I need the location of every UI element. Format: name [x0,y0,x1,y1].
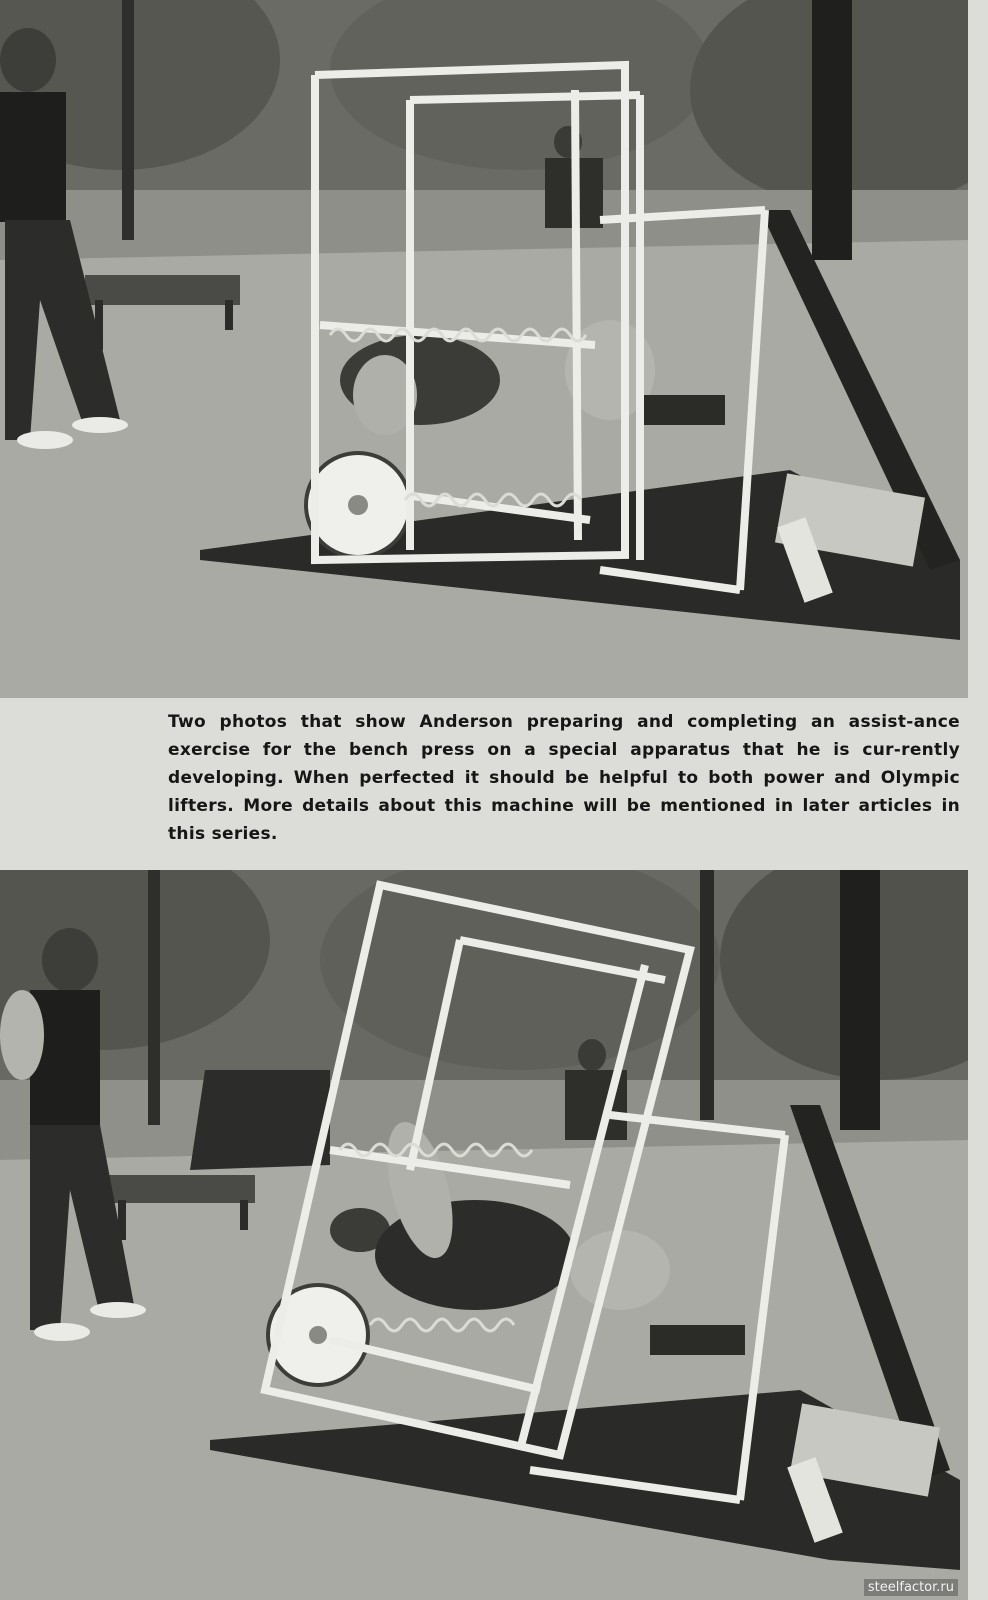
top-photo [0,0,968,698]
photo-caption: Two photos that show Anderson preparing and completing an assist-ance exercise for the bench press on a special apparatus that he is cur-rently developing. When perfected it should be helpful to both power and Olympic lifters. More details about this machine will be mentioned in later articles in this series. [168,712,960,844]
bottom-photo [0,870,968,1600]
watermark: steelfactor.ru [864,1579,958,1596]
